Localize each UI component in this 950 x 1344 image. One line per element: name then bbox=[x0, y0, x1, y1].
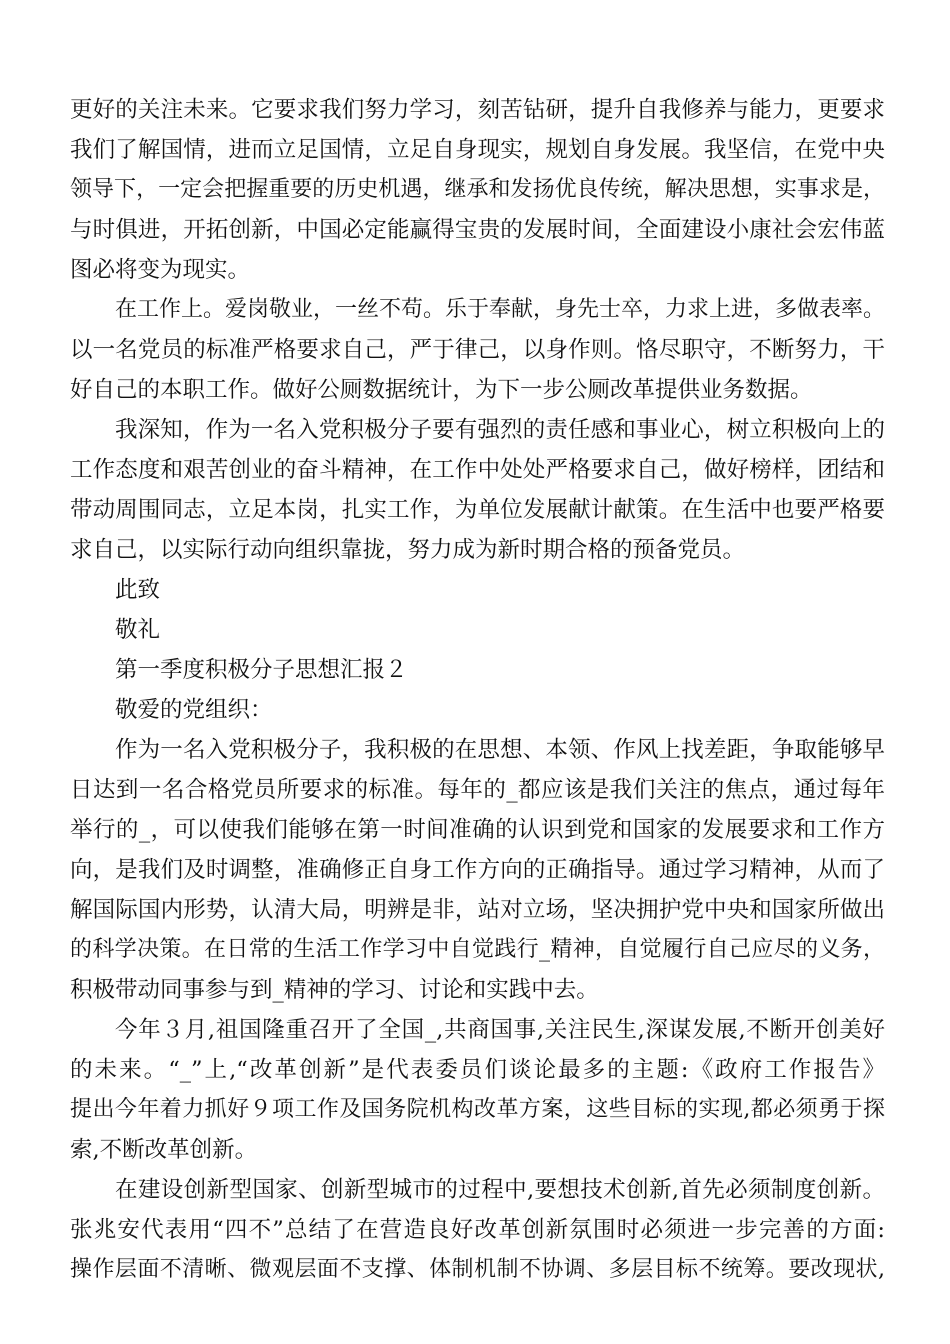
text-line: 带动周围同志，立足本岗，扎实工作，为单位发展献计献策。在生活中也要严格要 bbox=[70, 497, 885, 523]
text-line: 操作层面不清晰、微观层面不支撑、体制机制不协调、多层目标不统筹。要改现状, bbox=[70, 1257, 885, 1282]
text-line: 图必将变为现实。 bbox=[70, 257, 251, 283]
text-line: 在工作上。爱岗敬业，一丝不苟。乐于奉献，身先士卒，力求上进，多做表率。 bbox=[115, 297, 886, 322]
text-line: 更好的关注未来。它要求我们努力学习，刻苦钻研，提升自我修养与能力，更要求 bbox=[70, 97, 885, 123]
text-line: 积极带动同事参与到_精神的学习、讨论和实践中去。 bbox=[70, 977, 599, 1003]
text-line: 的未来。“_”上,“改革创新”是代表委员们谈论最多的主题:《政府工作报告》 bbox=[70, 1057, 885, 1083]
text-line: 我们了解国情，进而立足国情，立足自身现实，规划自身发展。我坚信，在党中央 bbox=[70, 137, 885, 163]
text-line: 张兆安代表用“四不”总结了在营造良好改革创新氛围时必须进一步完善的方面: bbox=[70, 1217, 885, 1243]
text-line: 向，是我们及时调整，准确修正自身工作方向的正确指导。通过学习精神，从而了 bbox=[70, 857, 885, 883]
text-line: 我深知，作为一名入党积极分子要有强烈的责任感和事业心，树立积极向上的 bbox=[115, 417, 885, 443]
text-line: 提出今年着力抓好９项工作及国务院机构改革方案，这些目标的实现,都必须勇于探 bbox=[70, 1097, 885, 1122]
text-line: 今年３月,祖国隆重召开了全国_,共商国事,关注民生,深谋发展,不断开创美好 bbox=[115, 1017, 885, 1043]
text-line: 工作态度和艰苦创业的奋斗精神，在工作中处处严格要求自己，做好榜样，团结和 bbox=[70, 457, 885, 483]
text-line: 此致 bbox=[115, 577, 161, 603]
text-line: 求自己，以实际行动向组织靠拢，努力成为新时期合格的预备党员。 bbox=[70, 537, 746, 563]
text-line: 作为一名入党积极分子，我积极的在思想、本领、作风上找差距，争取能够早 bbox=[115, 737, 885, 763]
text-line: 敬爱的党组织： bbox=[115, 697, 273, 723]
text-line: 索,不断改革创新。 bbox=[70, 1137, 258, 1163]
text-line: 日达到一名合格党员所要求的标准。每年的_都应该是我们关注的焦点，通过每年 bbox=[70, 777, 885, 803]
document-body bbox=[70, 90, 885, 1290]
text-line: 以一名党员的标准严格要求自己，严于律己，以身作则。恪尽职守，不断努力，干 bbox=[70, 337, 885, 363]
text-line: 第一季度积极分子思想汇报２ bbox=[115, 657, 408, 683]
text-line: 好自己的本职工作。做好公厕数据统计，为下一步公厕改革提供业务数据。 bbox=[70, 377, 813, 403]
text-line: 在建设创新型国家、创新型城市的过程中,要想技术创新,首先必须制度创新。 bbox=[115, 1177, 885, 1203]
text-line: 的科学决策。在日常的生活工作学习中自觉践行_精神，自觉履行自己应尽的义务， bbox=[70, 937, 885, 962]
text-line: 解国际国内形势，认清大局，明辨是非，站对立场，坚决拥护党中央和国家所做出 bbox=[70, 897, 885, 923]
text-line: 举行的_，可以使我们能够在第一时间准确的认识到党和国家的发展要求和工作方 bbox=[70, 817, 885, 843]
text-line: 与时俱进，开拓创新，中国必定能赢得宝贵的发展时间，全面建设小康社会宏伟蓝 bbox=[70, 217, 885, 243]
text-line: 领导下，一定会把握重要的历史机遇，继承和发扬优良传统，解决思想，实事求是， bbox=[70, 177, 885, 202]
text-line: 敬礼 bbox=[115, 617, 161, 643]
